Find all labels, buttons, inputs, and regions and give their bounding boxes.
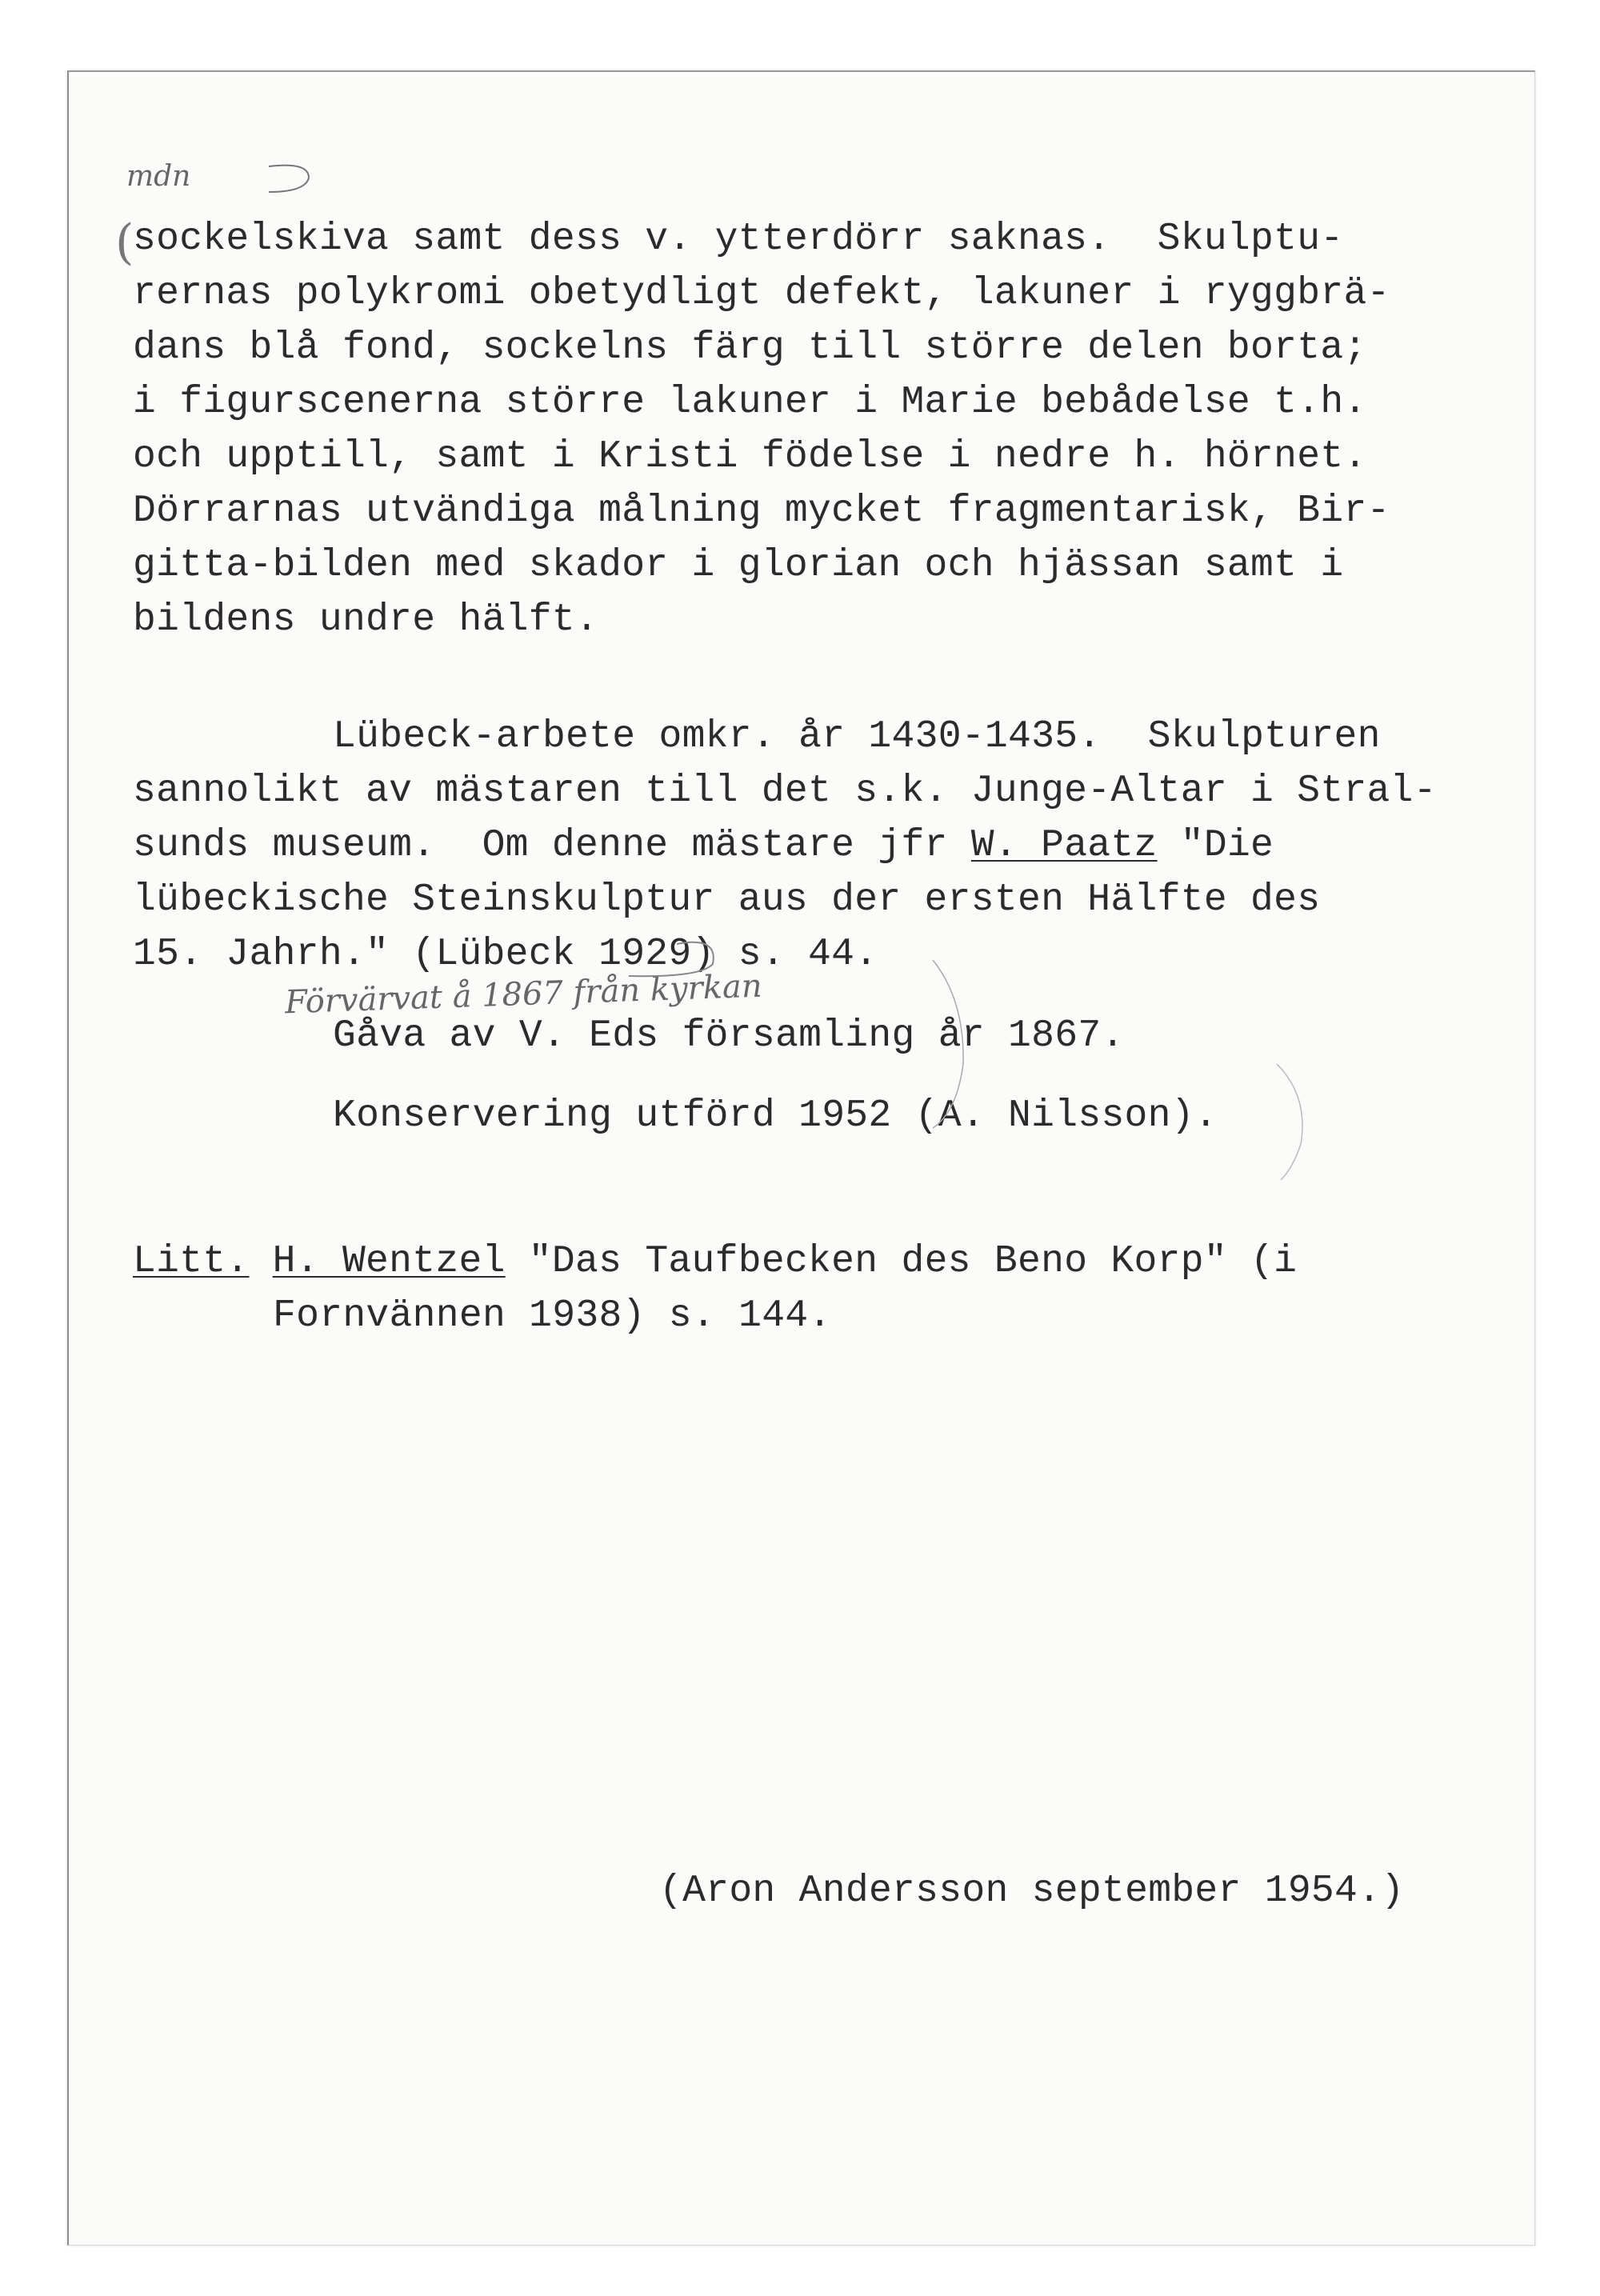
gift-line: Gåva av V. Eds församling år 1867. [333, 1014, 1125, 1058]
signature-line: (Aron Andersson september 1954.) [659, 1870, 1405, 1913]
paragraph1-line: och upptill, samt i Kristi födelse i nedre h. hörnet. [133, 435, 1367, 478]
paragraph2-line [133, 822, 1274, 870]
handwritten-insertion: Förvärvat å 1867 från kyrkan [284, 967, 763, 1022]
literature-line: Fornvännen 1938) s. 144. [273, 1294, 832, 1338]
paragraph1-line: gitta-bilden med skador i glorian och hjässan samt i [133, 544, 1344, 587]
paragraph1-line: dans blå fond, sockelns färg till större delen borta; [133, 326, 1367, 370]
paragraph1-line: rernas polykromi obetydligt defekt, lakuner i ryggbrä- [133, 272, 1390, 315]
paragraph1-line: i figurscenerna större lakuner i Marie bebådelse t.h. [133, 381, 1367, 424]
paragraph2-text: "Die [1157, 824, 1274, 867]
literature-title: "Das Taufbecken des Beno Korp" (i [505, 1240, 1298, 1283]
handwritten-margin-note: mdn [126, 160, 191, 193]
catalog-card [67, 70, 1535, 2246]
paragraph1-line: bildens undre hälft. [133, 598, 599, 642]
paragraph1-line: sockelskiva samt dess v. ytterdörr saknas. Skulptu- [133, 218, 1344, 261]
spacer [250, 1240, 273, 1283]
paragraph2-line: sannolikt av mästaren till det s.k. Junge-Altar i Stral- [133, 770, 1437, 813]
conservation-line: Konservering utförd 1952 (A. Nilsson). [333, 1094, 1218, 1138]
literature-label: Litt. [133, 1240, 250, 1283]
paragraph2-line: Lübeck-arbete omkr. år 1430-1435. Skulpturen [333, 715, 1381, 758]
cited-author: W. Paatz [970, 824, 1158, 867]
literature-line [133, 1238, 1297, 1286]
paragraph1-line: Dörrarnas utvändiga målning mycket fragmentarisk, Bir- [133, 490, 1390, 533]
literature-author: H. Wentzel [272, 1240, 506, 1283]
paragraph2-line: 15. Jahrh." (Lübeck 1929) s. 44. [133, 933, 878, 976]
paragraph2-text: sunds museum. Om denne mästare jfr [133, 824, 971, 867]
bracket-mark-icon: ( [115, 214, 134, 270]
paragraph2-line: lübeckische Steinskulptur aus der ersten Hälfte des [133, 878, 1321, 922]
